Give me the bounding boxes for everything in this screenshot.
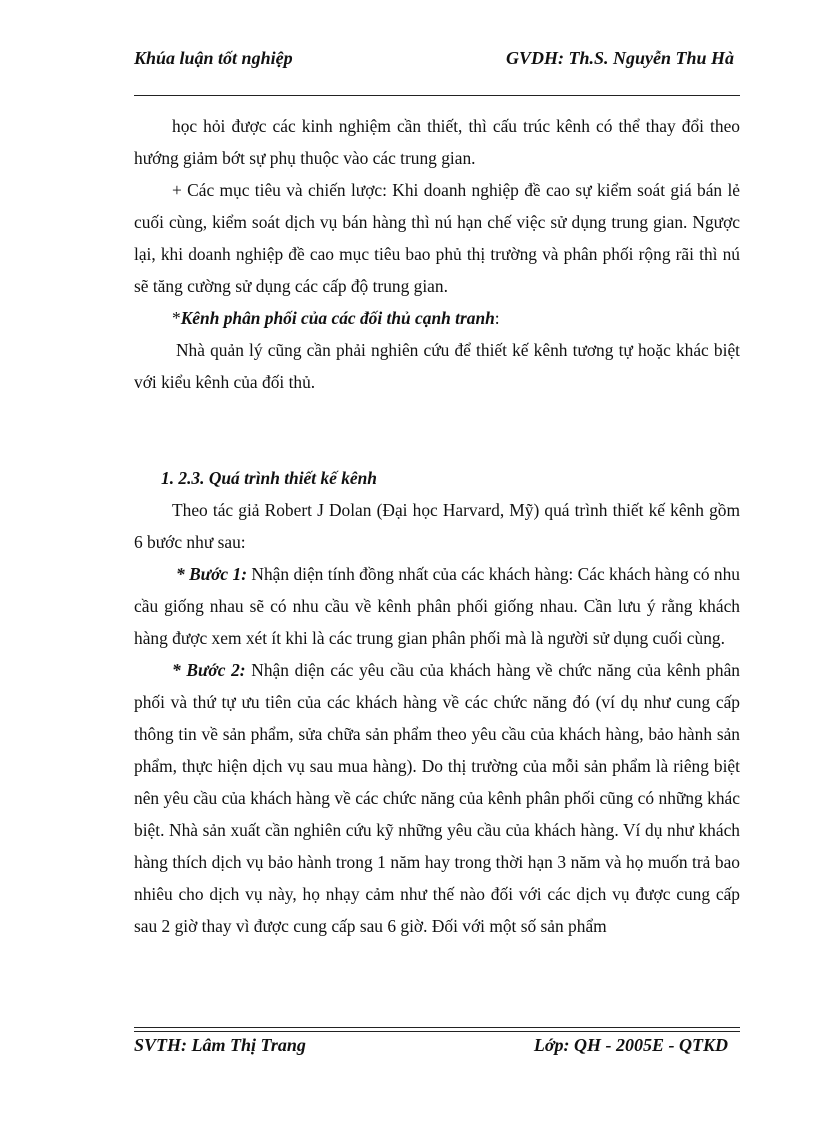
- spacer: [134, 398, 740, 462]
- page-header: [134, 48, 740, 74]
- step-2-label: * Bước 2:: [172, 660, 246, 680]
- header-rule: [134, 95, 740, 96]
- step-1-text: Nhận diện tính đồng nhất của các khách hàng: Các khách hàng có nhu cầu giống nhau sẽ có nhu cầu về kênh phân phối giống nhau. Cần lưu ý rằng khách hàng được xem xét ít khi là các trung gian phân phối mà là người sử dụng cuối cùng.: [134, 564, 740, 648]
- paragraph-structure-change: học hỏi được các kinh nghiệm cần thiết, thì cấu trúc kênh có thể thay đổi theo hướng giảm bớt sự phụ thuộc vào các trung gian.: [134, 116, 740, 168]
- step-1-label: * Bước 1:: [176, 564, 248, 584]
- paragraph-goals-strategies: + Các mục tiêu và chiến lược: Khi doanh nghiệp đề cao sự kiểm soát giá bán lẻ cuối cùng, kiểm soát dịch vụ bán hàng thì nú hạn chế việc sử dụng trung gian. Ngược lại, khi doanh nghiệp đề cao mục tiêu bao phủ thị trường và phân phối rộng rãi thì nú sẽ tăng cường sử dụng các cấp độ trung gian.: [134, 180, 740, 296]
- competitor-channels-title: Kênh phân phối của các đối thủ cạnh tranh: [180, 308, 495, 328]
- footer-student: SVTH: Lâm Thị Trang: [134, 1035, 306, 1055]
- page-footer: [134, 1035, 740, 1061]
- section-heading: 1. 2.3. Quá trình thiết kế kênh: [161, 468, 377, 488]
- footer-rule-bottom: [134, 1031, 740, 1032]
- paragraph-competitor-study: Nhà quản lý cũng cần phải nghiên cứu để thiết kế kênh tương tự hoặc khác biệt với kiểu kênh của đối thủ.: [134, 340, 740, 392]
- footer-class: Lớp: QH - 2005E - QTKD: [533, 1035, 728, 1055]
- paragraph-dolan-intro: Theo tác giả Robert J Dolan (Đại học Harvard, Mỹ) quá trình thiết kế kênh gồm 6 bước như sau:: [134, 500, 740, 552]
- paragraph-step-2: [134, 654, 740, 942]
- page-body: [134, 110, 740, 942]
- bullet-star: *: [172, 308, 181, 328]
- header-advisor: GVDH: Th.S. Nguyễn Thu Hà: [505, 48, 734, 68]
- header-thesis-title: Khúa luận tốt nghiệp: [134, 48, 293, 68]
- colon: :: [494, 308, 500, 328]
- paragraph-competitor-channels: [134, 302, 740, 334]
- footer-rule-top: [134, 1027, 740, 1028]
- paragraph-step-1: [134, 558, 740, 654]
- step-2-text: Nhận diện các yêu cầu của khách hàng về chức năng của kênh phân phối và thứ tự ưu tiên của các khách hàng về các chức năng đó (ví dụ như cung cấp thông tin về sản phẩm, sửa chữa sản phẩm theo yêu cầu của khách hàng, bảo hành sản phẩm, thực hiện dịch vụ sau mua hàng). Do thị trường của mỗi sản phẩm là riêng biệt nên yêu cầu của khách hàng về các chức năng của kênh phân phối cũng có những khác biệt. Nhà sản xuất cần nghiên cứu kỹ những yêu cầu của khách hàng. Ví dụ như khách hàng thích dịch vụ bảo hành trong 1 năm hay trong thời hạn 3 năm và họ muốn trả bao nhiêu cho dịch vụ này, họ nhạy cảm như thế nào đối với các dịch vụ được cung cấp sau 2 giờ thay vì được cung cấp sau 6 giờ. Đối với một số sản phẩm: [134, 660, 741, 936]
